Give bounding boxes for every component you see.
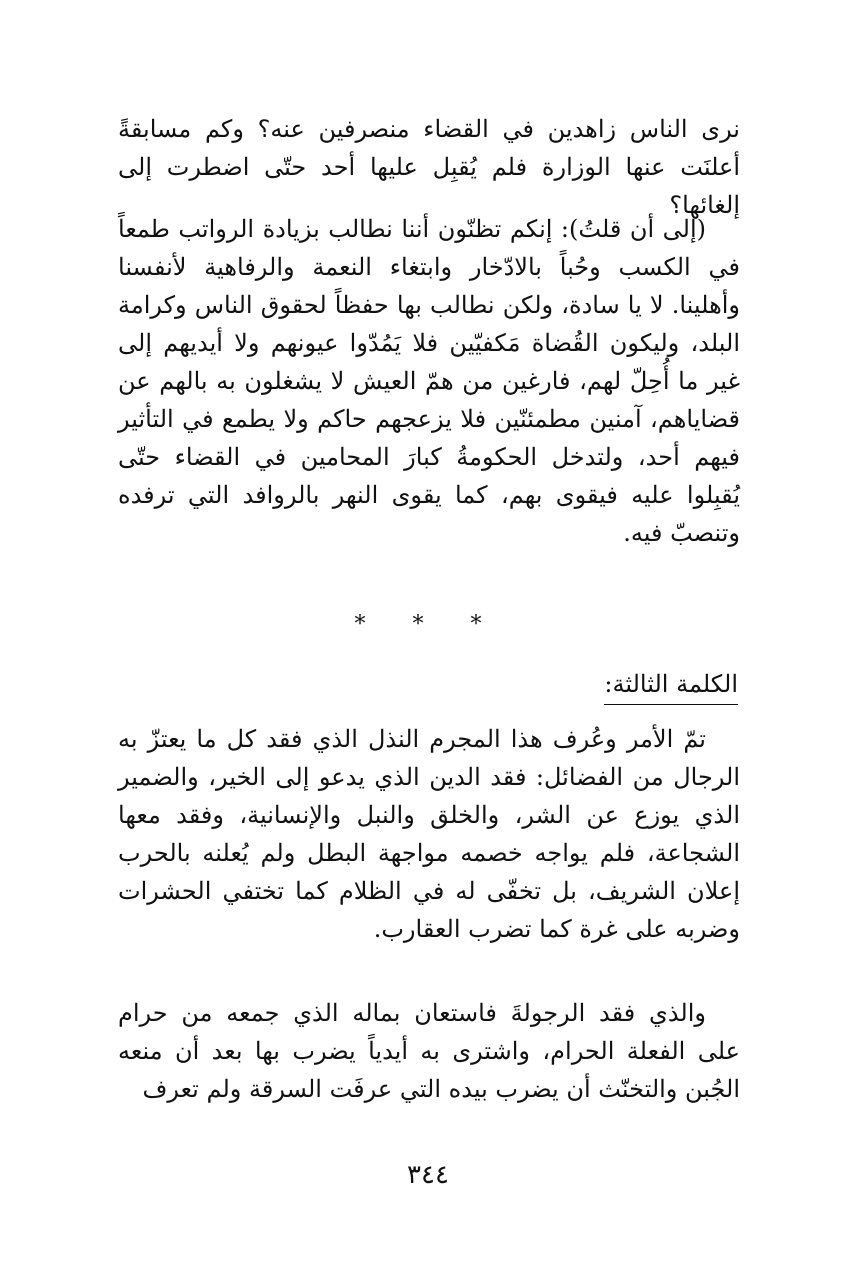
page-number: ٣٤٤: [407, 1160, 449, 1190]
paragraph-continuation: [118, 110, 740, 224]
section-heading: الكلمة الثالثة:: [604, 666, 738, 705]
paragraph-4: والذي فقد الرجولةَ فاستعان بماله الذي جمعه من حرام على الفعلة الحرام، واشترى به أيدياً يضرب بها بعد أن منعه الجُبن والتخنّث أن يضرب بيده التي عرفَت السرقة ولم تعرف: [118, 999, 740, 1103]
paragraph-third-word: [118, 720, 740, 948]
paragraph-quote: [118, 210, 740, 552]
paragraph-3: تمّ الأمر وعُرف هذا المجرم النذل الذي فقد كل ما يعتزّ به الرجال من الفضائل: فقد الدين الذي يدعو إلى الخير، والضمير الذي يوزع عن الشر، والخلق والنبل والإنسانية، وفقد معها الشجاعة، فلم يواجه خصمه مواجهة البطل ولم يُعلنه بالحرب إعلان الشريف، بل تخفّى له في الظلام كما تختفي الحشرات وضربه على غرة كما تضرب العقارب.: [118, 725, 740, 943]
section-separator: * * *: [354, 612, 502, 637]
paragraph-1: نرى الناس زاهدين في القضاء منصرفين عنه؟ وكم مسابقةً أعلنَت عنها الوزارة فلم يُقبِل عليها أحد حتّى اضطرت إلى إلغائها؟: [118, 115, 741, 219]
paragraph-2: (إلى أن قلتُ): إنكم تظنّون أننا نطالب بزيادة الرواتب طمعاً في الكسب وحُباً بالادّخار وابتغاء النعمة والرفاهية لأنفسنا وأهلينا. لا يا سادة، ولكن نطالب بها حفظاً لحقوق الناس وكرامة البلد، وليكون القُضاة مَكفيّين فلا يَمُدّوا عيونهم ولا أيديهم إلى غير ما أُحِلّ لهم، فارغين من همّ العيش لا يشغلون به بالهم عن قضاياهم، آمنين مطمئنّين فلا يزعجهم حاكم ولا يطمع في التأثير فيهم أحد، ولتدخل الحكومةُ كبارَ المحامين في القضاء حتّى يُقبِلوا عليه فيقوى بهم، كما يقوى النهر بالروافد التي ترفده وتنصبّ فيه.: [118, 215, 740, 547]
paragraph-final: [118, 994, 740, 1108]
